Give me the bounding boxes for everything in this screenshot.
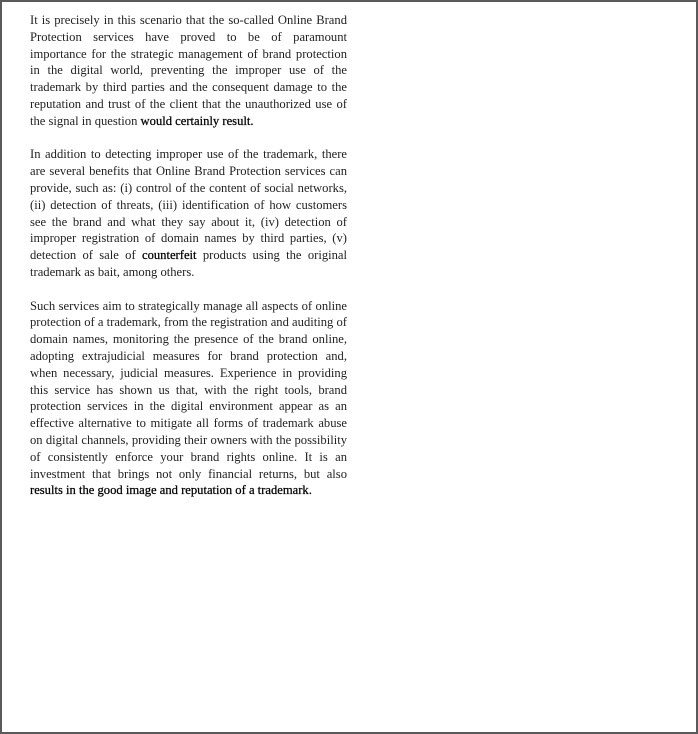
paragraph-1-body: It is precisely in this scenario that the so-called Online Brand Protection services have proved to be of paramount importance for the strategic management of brand protection in the digital world, preventing the improper use of the trademark by third parties and the consequent damage to the reputation and trust of the client that the unauthorized use of the signal in question [30,13,347,128]
paragraph-2-body-a: In addition to detecting improper use of the trademark, there are several benefits that Online Brand Protection services can provide, such as: (i) control of the content of social networks, (ii) detection of threats, (iii) identification of how customers see the brand and what they say about it, (iv) detection of improper registration of domain names by third parties, (v) detection of sale of [30,147,347,263]
paragraph-1 [30,12,347,130]
paragraph-2 [30,146,347,280]
paragraph-3-tail: results in the good image and reputation of a trademark. [30,483,312,498]
paragraph-1-tail: would certainly result. [140,113,254,128]
paragraph-3-body: Such services aim to strategically manage all aspects of online protection of a trademark, from the registration and auditing of domain names, monitoring the presence of the brand online, adopting extrajudicial measures for brand protection and, when necessary, judicial measures. Experience in providing this service has shown us that, with the right tools, brand protection services in the digital environment appear as an effective alternative to mitigate all forms of trademark abuse on digital channels, providing their owners with the possibility of consistently enforce your brand rights online. It is an investment that brings not only financial returns, but also [30,298,347,481]
paragraph-2-body-b: products using the original trademark as bait, among others. [30,248,348,279]
text-column [30,12,347,516]
paragraph-2-highlight: counterfeit [141,248,197,263]
paragraph-3 [30,298,347,500]
